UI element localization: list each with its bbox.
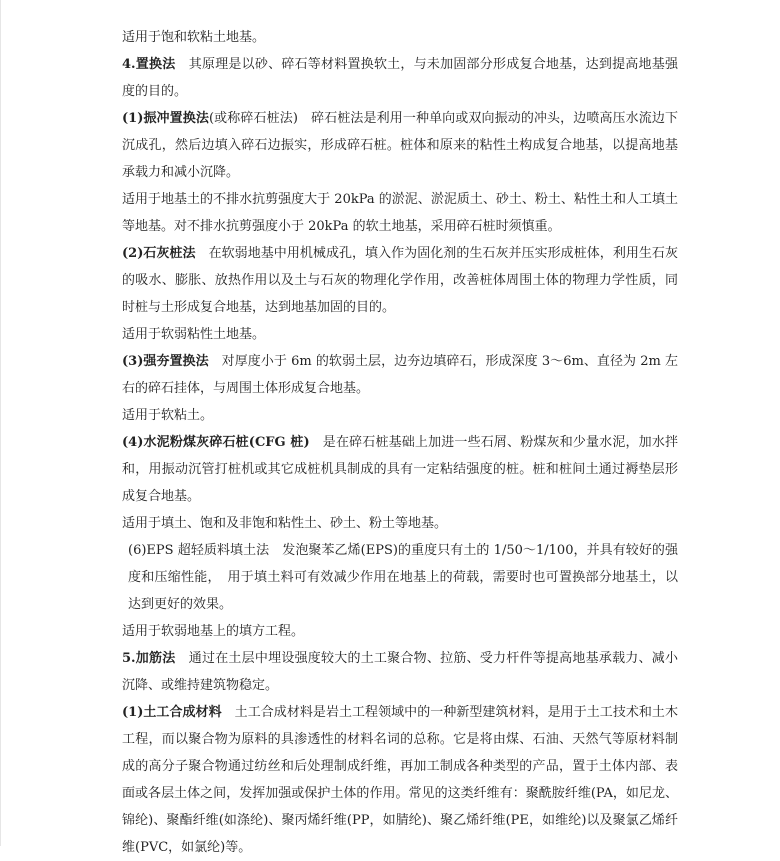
paragraph-applicability-lime (122, 321, 678, 348)
subsection-heading: (2)石灰桩法 (122, 246, 196, 261)
document-body (122, 24, 678, 861)
subsection-text: (或称碎石桩法) 碎石桩法是利用一种单向或双向振动的冲头，边喷高压水流边下沉成孔，然后边填入碎石边振实，形成碎石桩。桩体和原来的粘性土构成复合地基，以提高地基承载力和减小沉降。 (122, 111, 678, 180)
page-left-edge (0, 0, 1, 846)
subsection-heading: (1)土工合成材料 (122, 705, 222, 720)
paragraph-applicability-dynamic (122, 402, 678, 429)
section-reinforcement-method (122, 645, 678, 699)
paragraph-text: 适用于填土、饱和及非饱和粘性土、砂土、粉土等地基。 (122, 516, 448, 531)
subsection-text: 在软弱地基中用机械成孔，填入作为固化剂的生石灰并压实形成桩体，利用生石灰的吸水、膨胀、放热作用以及土与石灰的物理化学作用，改善桩体周围土体的物理力学性质，同时桩与土形成复合地基，达到地基加固的目的。 (122, 246, 678, 315)
subsection-heading: (3)强夯置换法 (122, 354, 209, 369)
subsection-text: 是在碎石桩基础上加进一些石屑、粉煤灰和少量水泥，加水拌和，用振动沉管打桩机或其它成桩机具制成的具有一定粘结强度的桩。桩和桩间土通过褥垫层形成复合地基。 (122, 435, 678, 504)
subsection-text: 发泡聚苯乙烯(EPS)的重度只有土的 1/50～1/100，并具有较好的强度和压缩性能， 用于填土料可有效减少作用在地基上的荷载，需要时也可置换部分地基土，以达到更好的效果。 (128, 543, 678, 612)
subsection-text: 土工合成材料是岩土工程领域中的一种新型建筑材料，是用于土工技术和土木工程，而以聚合物为原料的具渗透性的材料名词的总称。它是将由煤、石油、天然气等原材料制成的高分子聚合物通过纺丝和后处理制成纤维，再加工制成各种类型的产品，置于土体内部、表面或各层土体之间，发挥加强或保护土体的作用。常见的这类纤维有：聚酰胺纤维(PA，如尼龙、锦纶)、聚酯纤维(如涤纶)、聚丙烯纤维(PP，如腈纶)、聚乙烯纤维(PE，如维纶)以及聚氯乙烯纤维(PVC，如氯纶)等。 (122, 705, 678, 855)
subsection-lime-pile (122, 240, 678, 321)
paragraph-text: 适用于软弱粘性土地基。 (122, 327, 266, 342)
subsection-eps-fill (122, 537, 678, 618)
paragraph-text: 适用于软弱地基上的填方工程。 (122, 624, 305, 639)
paragraph-applicability-vibro (122, 186, 678, 240)
subsection-geosynthetics (122, 699, 678, 861)
paragraph-saturated-soft-clay (122, 24, 678, 51)
paragraph-text: 适用于软粘土。 (122, 408, 214, 423)
subsection-cfg-pile (122, 429, 678, 510)
section-replacement-method (122, 51, 678, 105)
section-text: 其原理是以砂、碎石等材料置换软土，与未加固部分形成复合地基，达到提高地基强度的目的。 (122, 57, 678, 99)
section-text: 通过在土层中埋设强度较大的土工聚合物、拉筋、受力杆件等提高地基承载力、减小沉降、或维持建筑物稳定。 (122, 651, 678, 693)
subsection-heading: (4)水泥粉煤灰碎石桩(CFG 桩) (122, 435, 310, 450)
subsection-vibro-replacement (122, 105, 678, 186)
subsection-heading: (1)振冲置换法 (122, 111, 209, 126)
paragraph-applicability-cfg (122, 510, 678, 537)
paragraph-text: 适用于饱和软粘土地基。 (122, 30, 266, 45)
paragraph-text: 适用于地基土的不排水抗剪强度大于 20kPa 的淤泥、淤泥质土、砂土、粉土、粘性土和人工填土等地基。对不排水抗剪强度小于 20kPa 的软土地基，采用碎石桩时须慎重。 (122, 192, 678, 234)
section-heading: 5.加筋法 (122, 651, 176, 666)
section-heading: 4.置换法 (122, 57, 176, 72)
subsection-text: 对厚度小于 6m 的软弱土层，边夯边填碎石，形成深度 3～6m、直径为 2m 左右的碎石挂体，与周围土体形成复合地基。 (122, 354, 678, 396)
subsection-dynamic-replacement (122, 348, 678, 402)
paragraph-applicability-eps (122, 618, 678, 645)
subsection-heading: (6)EPS 超轻质料填土法 (128, 543, 270, 558)
